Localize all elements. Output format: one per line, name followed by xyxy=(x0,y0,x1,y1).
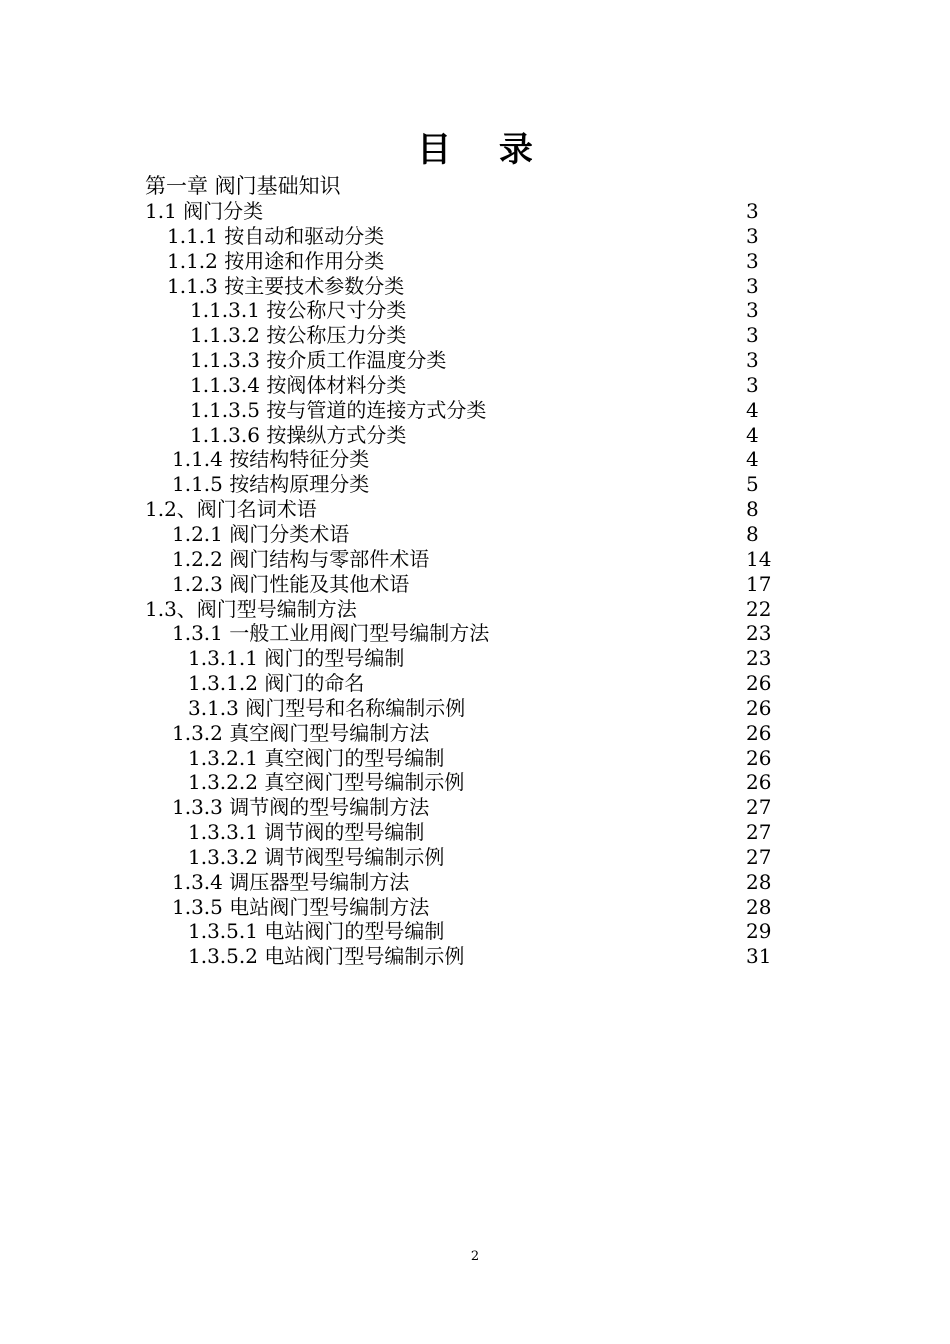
toc-entry-label: 1.1.3.5 按与管道的连接方式分类 xyxy=(190,397,487,422)
toc-entry-page: 27 xyxy=(746,795,772,820)
toc-entry-page: 5 xyxy=(746,472,759,497)
toc-entry-label: 1.3.3 调节阀的型号编制方法 xyxy=(172,795,430,820)
toc-entry-page: 23 xyxy=(746,646,772,671)
toc-entry-page: 26 xyxy=(746,770,772,795)
chapter-heading: 第一章 阀门基础知识 xyxy=(145,174,341,198)
toc-entry-label: 1.3.2.2 真空阀门型号编制示例 xyxy=(188,770,465,795)
toc-entry[interactable] xyxy=(0,944,950,969)
toc-entry-page: 26 xyxy=(746,745,772,770)
toc-entry[interactable] xyxy=(0,373,950,398)
toc-entry[interactable] xyxy=(0,199,950,224)
page-number: 2 xyxy=(470,1249,480,1264)
toc-entry-label: 1.3.5.2 电站阀门型号编制示例 xyxy=(188,944,465,969)
toc-entry[interactable] xyxy=(0,820,950,845)
toc-entry-page: 28 xyxy=(746,869,772,894)
toc-entry-page: 26 xyxy=(746,695,772,720)
toc-entry[interactable] xyxy=(0,919,950,944)
toc-entry[interactable] xyxy=(0,348,950,373)
toc-entry-label: 1.3.2.1 真空阀门的型号编制 xyxy=(188,745,445,770)
toc-entry-page: 17 xyxy=(746,571,772,596)
toc-entry-page: 3 xyxy=(746,248,759,273)
toc-entry-page: 27 xyxy=(746,844,772,869)
toc-entry-page: 23 xyxy=(746,621,772,646)
toc-entry[interactable] xyxy=(0,746,950,771)
toc-entry[interactable] xyxy=(0,597,950,622)
toc-entry[interactable] xyxy=(0,249,950,274)
toc-entry[interactable] xyxy=(0,497,950,522)
toc-entry-page: 3 xyxy=(746,298,759,323)
toc-title: 目 录 xyxy=(417,130,551,170)
toc-entry-label: 1.1.5 按结构原理分类 xyxy=(172,472,370,497)
toc-entry-page: 22 xyxy=(746,596,772,621)
toc-entry-page: 8 xyxy=(746,497,759,522)
toc-entry-page: 3 xyxy=(746,372,759,397)
toc-entry-label: 1.1.3 按主要技术参数分类 xyxy=(167,273,405,298)
toc-entry-label: 1.3.3.2 调节阀型号编制示例 xyxy=(188,844,445,869)
toc-entry[interactable] xyxy=(0,298,950,323)
toc-entry-label: 1.3.1.2 阀门的命名 xyxy=(188,671,365,696)
toc-entry[interactable] xyxy=(0,472,950,497)
toc-entry[interactable] xyxy=(0,547,950,572)
toc-entry[interactable] xyxy=(0,870,950,895)
toc-entry-label: 1.1.3.1 按公称尺寸分类 xyxy=(190,298,407,323)
toc-entry-page: 26 xyxy=(746,720,772,745)
toc-entry[interactable] xyxy=(0,770,950,795)
toc-entry-page: 26 xyxy=(746,671,772,696)
toc-entry-label: 1.1.3.3 按介质工作温度分类 xyxy=(190,348,447,373)
toc-entry[interactable] xyxy=(0,646,950,671)
toc-entry-label: 1.1 阀门分类 xyxy=(145,199,264,223)
toc-entry[interactable] xyxy=(0,895,950,920)
toc-entry-page: 28 xyxy=(746,894,772,919)
toc-entry[interactable] xyxy=(0,845,950,870)
toc-entry-label: 1.1.3.2 按公称压力分类 xyxy=(190,323,407,348)
toc-entry[interactable] xyxy=(0,671,950,696)
toc-entry-page: 3 xyxy=(746,223,759,248)
toc-entry[interactable] xyxy=(0,323,950,348)
toc-entry-label: 1.2.1 阀门分类术语 xyxy=(172,521,350,546)
toc-entry-label: 1.1.4 按结构特征分类 xyxy=(172,447,370,472)
toc-entry-label: 1.3.1.1 阀门的型号编制 xyxy=(188,646,405,671)
toc-entry[interactable] xyxy=(0,721,950,746)
toc-entry[interactable] xyxy=(0,274,950,299)
toc-entry-page: 14 xyxy=(746,546,772,571)
toc-entry-page: 4 xyxy=(746,422,759,447)
toc-entry-label: 1.1.1 按自动和驱动分类 xyxy=(167,223,385,248)
toc-entry-label: 1.3.2 真空阀门型号编制方法 xyxy=(172,720,430,745)
toc-entry-page: 8 xyxy=(746,521,759,546)
toc-entry[interactable] xyxy=(0,423,950,448)
toc-entry-page: 27 xyxy=(746,820,772,845)
toc-entry[interactable] xyxy=(0,795,950,820)
toc-entry[interactable] xyxy=(0,447,950,472)
toc-entry-label: 3.1.3 阀门型号和名称编制示例 xyxy=(188,695,466,720)
toc-entry-label: 1.1.3.6 按操纵方式分类 xyxy=(190,422,407,447)
toc-entry-page: 3 xyxy=(746,323,759,348)
toc-entry-label: 1.2.3 阀门性能及其他术语 xyxy=(172,571,410,596)
toc-entry-label: 1.1.2 按用途和作用分类 xyxy=(167,248,385,273)
toc-entry-page: 3 xyxy=(746,348,759,373)
toc-entry-label: 1.3.4 调压器型号编制方法 xyxy=(172,869,410,894)
toc-entry-label: 1.3.5 电站阀门型号编制方法 xyxy=(172,894,430,919)
toc-entry-label: 1.3.1 一般工业用阀门型号编制方法 xyxy=(172,621,490,646)
toc-entry-page: 31 xyxy=(746,944,772,969)
toc-entry[interactable] xyxy=(0,398,950,423)
toc-list xyxy=(0,199,950,969)
toc-entry-label: 1.3.5.1 电站阀门的型号编制 xyxy=(188,919,445,944)
toc-entry-page: 3 xyxy=(746,273,759,298)
toc-entry-label: 1.1.3.4 按阀体材料分类 xyxy=(190,372,407,397)
toc-entry[interactable] xyxy=(0,572,950,597)
toc-entry[interactable] xyxy=(0,621,950,646)
toc-entry[interactable] xyxy=(0,696,950,721)
toc-entry-page: 4 xyxy=(746,447,759,472)
toc-entry-label: 1.2、阀门名词术语 xyxy=(145,497,317,522)
toc-entry-label: 1.3、阀门型号编制方法 xyxy=(145,596,357,621)
toc-entry-page: 29 xyxy=(746,919,772,944)
toc-entry-label: 1.2.2 阀门结构与零部件术语 xyxy=(172,546,430,571)
toc-entry-page: 4 xyxy=(746,397,759,422)
toc-entry-page: 3 xyxy=(746,199,759,223)
toc-entry[interactable] xyxy=(0,522,950,547)
toc-entry-label: 1.3.3.1 调节阀的型号编制 xyxy=(188,820,425,845)
toc-entry[interactable] xyxy=(0,224,950,249)
